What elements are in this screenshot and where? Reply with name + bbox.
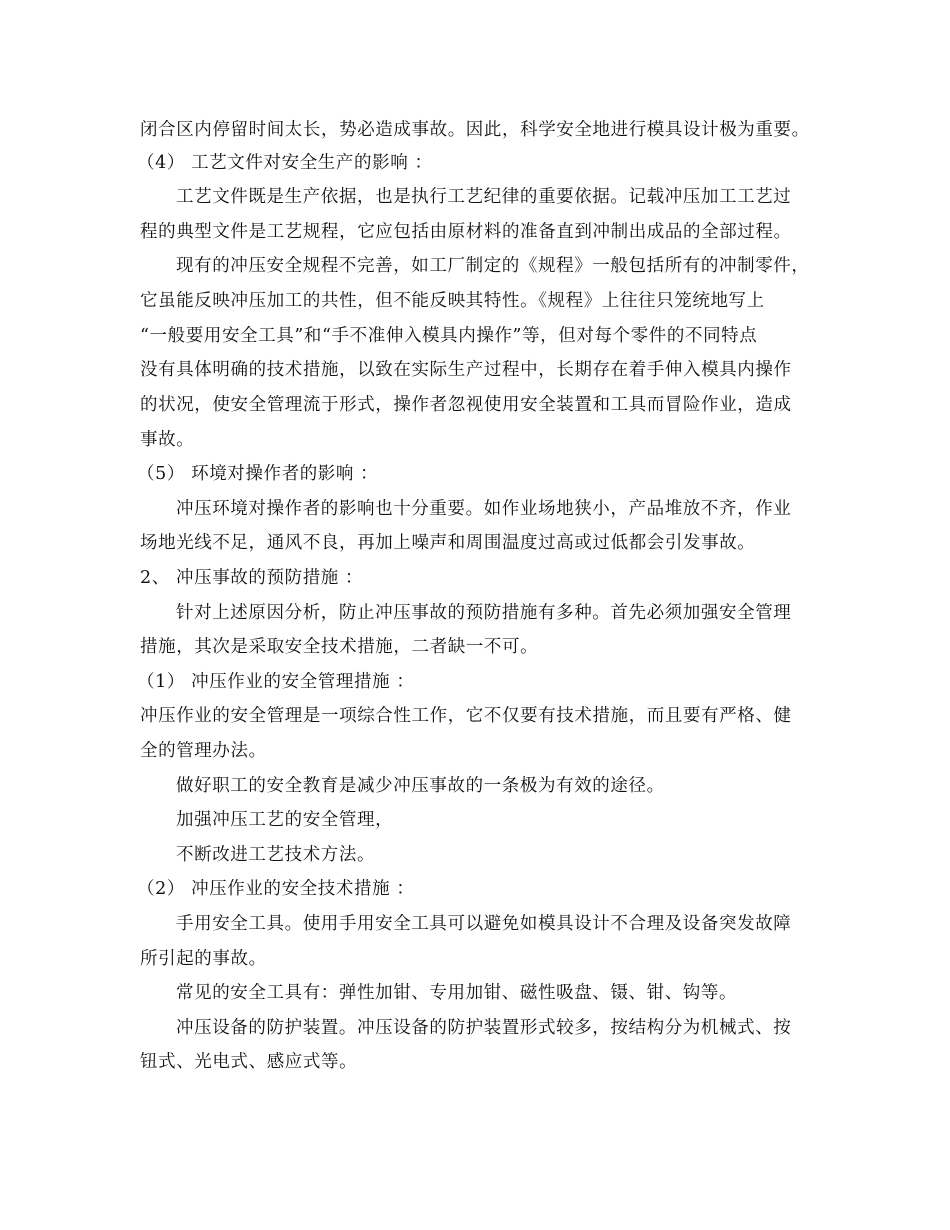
text-line: 程的典型文件是工艺规程，它应包括由原材料的准备直到冲制出成品的全部过程。 (140, 222, 792, 242)
text-line: “一般要用安全工具”和“手不准伸入模具内操作”等，但对每个零件的不同特点 (140, 326, 758, 346)
text-line: 针对上述原因分析，防止冲压事故的预防措施有多种。首先必须加强安全管理 (176, 603, 792, 623)
text-line: 事故。 (140, 430, 195, 450)
text-line: 全的管理办法。 (140, 741, 267, 761)
text-line: 做好职工的安全教育是减少冲压事故的一条极为有效的途径。 (176, 776, 665, 796)
text-line: 闭合区内停留时间太长，势必造成事故。因此，科学安全地进行模具设计极为重要。 (140, 120, 810, 140)
text-line: 冲压作业的安全管理是一项综合性工作，它不仅要有技术措施，而且要有严格、健 (140, 706, 792, 726)
text-line: 的状况，使安全管理流于形式，操作者忽视使用安全装置和工具而冒险作业，造成 (140, 395, 792, 415)
text-line: 所引起的事故。 (140, 949, 267, 969)
text-line: 常见的安全工具有：弹性加钳、专用加钳、磁性吸盘、镊、钳、钩等。 (176, 983, 738, 1003)
section-heading: （4） 工艺文件对安全生产的影响 ： (137, 153, 433, 173)
section-heading: （2） 冲压作业的安全技术措施 ： (137, 879, 415, 899)
text-line: 冲压设备的防护装置。冲压设备的防护装置形式较多，按结构分为机械式、按 (176, 1018, 792, 1038)
text-line: 场地光线不足，通风不良，再加上噪声和周围温度过高或过低都会引发事故。 (140, 533, 756, 553)
section-heading: （5） 环境对操作者的影响 ： (137, 464, 379, 484)
text-line: 手用安全工具。使用手用安全工具可以避免如模具设计不合理及设备突发故障 (176, 914, 792, 934)
text-line: 它虽能反映冲压加工的共性，但不能反映其特性。《规程》上往往只笼统地写上 (140, 291, 765, 311)
text-line: 措施，其次是采取安全技术措施，二者缺一不可。 (140, 637, 539, 657)
section-heading: 2、 冲压事故的预防措施 ： (140, 568, 364, 588)
text-line: 工艺文件既是生产依据，也是执行工艺纪律的重要依据。记载冲压加工工艺过 (176, 187, 792, 207)
section-heading: （1） 冲压作业的安全管理措施 ： (137, 672, 415, 692)
text-line: 冲压环境对操作者的影响也十分重要。如作业场地狭小，产品堆放不齐，作业 (176, 499, 792, 519)
text-line: 没有具体明确的技术措施，以致在实际生产过程中，长期存在着手伸入模具内操作 (140, 360, 792, 380)
text-line: 现有的冲压安全规程不完善，如工厂制定的《规程》一般包括所有的冲制零件， (176, 256, 810, 276)
text-line: 钮式、光电式、感应式等。 (140, 1052, 358, 1072)
text-line: 不断改进工艺技术方法。 (176, 845, 376, 865)
text-line: 加强冲压工艺的安全管理， (176, 810, 394, 830)
